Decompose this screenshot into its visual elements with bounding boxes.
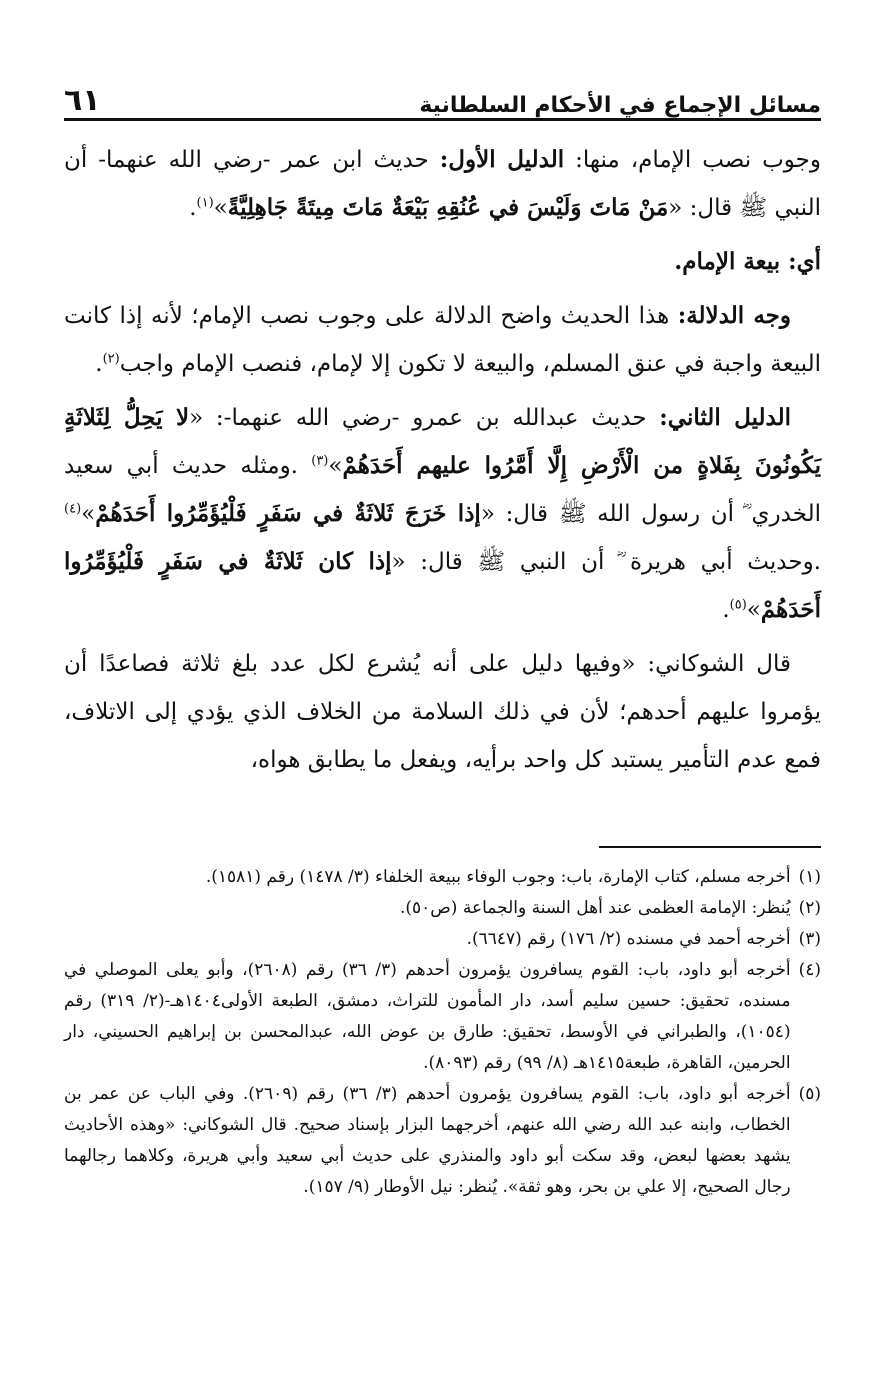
running-title: مسائل الإجماع في الأحكام السلطانية: [419, 93, 821, 118]
footnotes: [64, 862, 821, 1203]
paragraph-meaning: [64, 238, 821, 286]
p3-label: وجه الدلالة:: [677, 302, 791, 329]
p4-label: الدليل الثاني:: [659, 404, 791, 431]
p4-close1: »: [328, 453, 343, 479]
p3-end: .: [95, 351, 103, 377]
p4-close3: »: [746, 597, 761, 623]
p1-label: الدليل الأول:: [439, 146, 565, 173]
footnote-ref-2: (٢): [102, 351, 120, 367]
p4-hadith2: إذا خَرَجَ ثَلاثَةٌ في سَفَرٍ فَلْيُؤَمِّرُوا أَحَدَهُمْ: [95, 500, 481, 527]
footnote-text: أخرجه مسلم، كتاب الإمارة، باب: وجوب الوفاء ببيعة الخلفاء (٣/ ١٤٧٨) رقم (١٥٨١).: [205, 867, 791, 887]
footnote-marker: (٣): [798, 929, 821, 949]
footnote: [64, 893, 821, 924]
footnote-marker: (٤): [798, 960, 821, 980]
p2-label: أي: بيعة الإمام.: [674, 248, 821, 275]
footnote-ref-5: (٥): [729, 597, 747, 613]
p4-text2: .ومثله حديث أبي سعيد الخدري ؓ أن رسول الله ﷺ قال: «: [64, 453, 821, 527]
p1-lead: وجوب نصب الإمام، منها:: [564, 147, 821, 173]
footnote-separator: [599, 846, 821, 848]
p4-text1: حديث عبدالله بن عمرو -رضي الله عنهما-: «: [189, 405, 660, 431]
p4-hadith1: لا يَحِلُّ لِثَلاثَةٍ يَكُونُونَ بِفَلاةٍ من الْأَرْضِ إِلَّا أَمَّرُوا عليهم أَحَدَهُمْ: [64, 404, 821, 479]
footnote-marker: (١): [798, 867, 821, 887]
page-number: ٦١: [64, 83, 101, 118]
p1-close: »: [213, 195, 228, 221]
paragraph-first-evidence: [64, 136, 821, 232]
footnote: [64, 924, 821, 955]
p4-close2: »: [81, 501, 96, 527]
header-rule: [64, 118, 821, 121]
footnote: [64, 862, 821, 893]
footnote-text: أخرجه أبو داود، باب: القوم يسافرون يؤمرون أحدهم (٣/ ٣٦) رقم (٢٦٠٩). وفي الباب عن عمر بن الخطاب، وابنه عبد الله رضي الله عنهم، أخرجهما البزار بإسناد صحيح. قال الشوكاني: «وهذه الأحاديث يشهد بعضها لبعض، وقد سكت أبو داود والمنذري على حديث أبي سعيد وأبي هريرة، وكلاهما رجالهما رجال الصحيح، إلا علي بن بحر، وهو ثقة». يُنظر: نيل الأوطار (٩/ ١٥٧).: [64, 1084, 791, 1197]
footnote-text: أخرجه أحمد في مسنده (٢/ ١٧٦) رقم (٦٦٤٧).: [466, 929, 791, 949]
paragraph-evidence-aspect: [64, 292, 821, 388]
footnote: [64, 1079, 821, 1203]
p4-hadith3: إذا كان ثَلاثَةٌ في سَفَرٍ فَلْيُؤَمِّرُوا أَحَدَهُمْ: [64, 548, 821, 623]
main-text: [64, 136, 821, 790]
footnote-text: يُنظر: الإمامة العظمى عند أهل السنة والجماعة (ص٥٠).: [399, 898, 791, 918]
footnote-text: أخرجه أبو داود، باب: القوم يسافرون يؤمرون أحدهم (٣/ ٣٦) رقم (٢٦٠٨)، وأبو يعلى الموصلي في مسنده، تحقيق: حسين سليم أسد، دار المأمون للتراث، دمشق، الطبعة الأولى١٤٠٤هـ-(٢/ ٣١٩) رقم (١٠٥٤)، والطبراني في الأوسط، تحقيق: طارق بن عوض الله، عبدالمحسن بن إبراهيم الحسيني، دار الحرمين، القاهرة، طبعة١٤١٥هـ (٨/ ٩٩) رقم (٨٠٩٣).: [64, 960, 791, 1073]
p4-text3: .وحديث أبي هريرة ؓ أن النبي ﷺ قال: «: [391, 549, 821, 575]
p4-end: .: [722, 597, 730, 623]
p1-end: .: [189, 195, 197, 221]
paragraph-shawkani-quote: [64, 640, 821, 784]
page-header: [64, 70, 821, 118]
p5-text: قال الشوكاني: «وفيها دليل على أنه يُشرع لكل عدد بلغ ثلاثة فصاعدًا أن يؤمروا عليهم أحدهم؛ لأن في ذلك السلامة من الخلاف الذي يؤدي إلى الاتلاف، فمع عدم التأمير يستبد كل واحد برأيه، ويفعل ما يطابق هواه،: [64, 651, 821, 773]
footnote-ref-1: (١): [196, 195, 214, 211]
footnote-ref-4: (٤): [64, 501, 82, 517]
p1-hadith: مَنْ مَاتَ وَلَيْسَ في عُنُقِهِ بَيْعَةٌ مَاتَ مِيتَةً جَاهِلِيَّةً: [227, 194, 669, 221]
footnote-marker: (٥): [798, 1084, 821, 1104]
p3-text: هذا الحديث واضح الدلالة على وجوب نصب الإمام؛ لأنه إذا كانت البيعة واجبة في عنق المسلم، والبيعة لا تكون إلا لإمام، فنصب الإمام واجب: [64, 303, 821, 377]
paragraph-second-evidence: [64, 394, 821, 634]
footnote-marker: (٢): [798, 898, 821, 918]
footnote-ref-3: (٣): [311, 453, 329, 469]
footnote: [64, 955, 821, 1079]
p1-text: حديث ابن عمر -رضي الله عنهما- أن النبي ﷺ قال: «: [64, 147, 821, 221]
